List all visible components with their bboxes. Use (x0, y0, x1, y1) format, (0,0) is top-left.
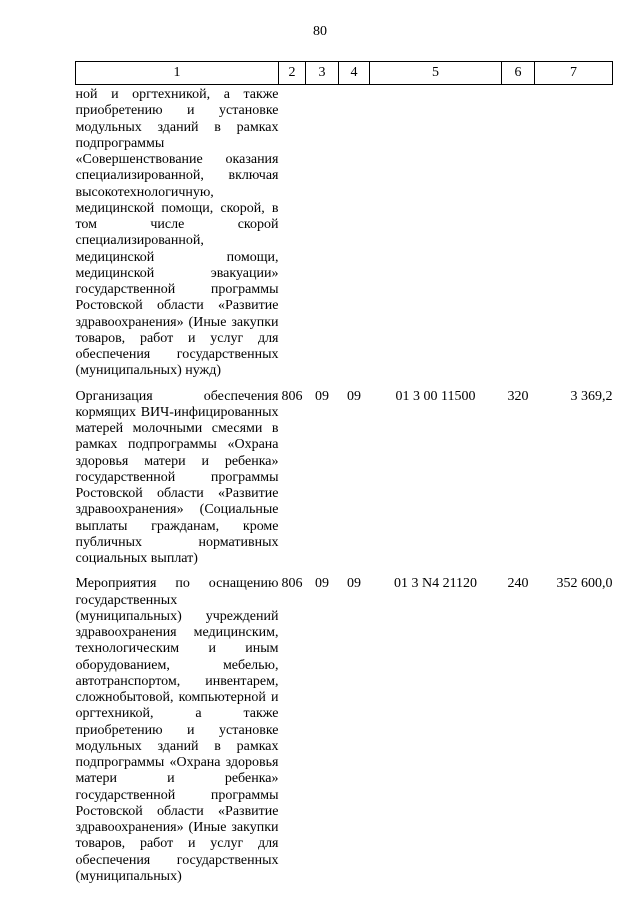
table-row (76, 85, 613, 386)
column-header-4: 4 (339, 62, 370, 85)
row-col3: 09 (315, 388, 329, 404)
column-header-5: 5 (370, 62, 502, 85)
column-header-3: 3 (306, 62, 339, 85)
row-col2 (279, 85, 306, 386)
row-col4: 09 (347, 576, 361, 592)
budget-table (75, 61, 613, 891)
row-amount (535, 85, 613, 386)
row-col2: 806 (281, 576, 303, 592)
column-header-2: 2 (279, 62, 306, 85)
row-col6 (502, 85, 535, 386)
column-header-6: 6 (502, 62, 535, 85)
row-amount: 3 369,2 (570, 388, 613, 404)
row-col3: 09 (315, 576, 329, 592)
header-row (76, 62, 613, 85)
page-number: 80 (313, 24, 327, 39)
row-col3 (306, 85, 339, 386)
row-col4 (339, 85, 370, 386)
row-description: Организация обеспечения кормящих ВИЧ-инфицированных матерей молочными смесями в рамках подпрограммы «Охрана здоровья матери и ребенка» государственной программы Ростовской области «Развитие здравоохранения» (Социальные выплаты гражданам, кроме публичных нормативных социальных выплат) (75, 388, 279, 566)
row-col6: 320 (507, 388, 529, 404)
row-description: Мероприятия по оснащению государственных (муниципальных) учреждений здравоохранения медицинским, технологическим и иным оборудованием, мебелью, автотранспортом, инвентарем, сложнобытовой, компьютерной и оргтехникой, а также приобретению и установке модульных зданий в рамках подпрограммы «Охрана здоровья матери и ребенка» государственной программы Ростовской области «Развитие здравоохранения» (Иные закупки товаров, работ и услуг для обеспечения государственных (муниципальных) (75, 576, 279, 884)
column-header-7: 7 (535, 62, 613, 85)
row-col2: 806 (281, 388, 303, 404)
row-col5: 01 3 00 11500 (395, 388, 476, 404)
row-col4: 09 (347, 388, 361, 404)
row-description: ной и оргтехникой, а также приобретению и установке модульных зданий в рамках подпрограммы «Совершенствование оказания специализированной, включая высокотехнологичную, медицинской помощи, скорой, в том числе скорой специализированной, медицинской помощи, медицинской эвакуации» государственной программы Ростовской области «Развитие здравоохранения» (Иные закупки товаров, работ и услуг для обеспечения государственных (муниципальных) нужд) (75, 87, 279, 379)
table-row (76, 573, 613, 891)
row-col6: 240 (507, 576, 529, 592)
row-col5: 01 3 N4 21120 (393, 576, 478, 592)
table-row (76, 386, 613, 574)
row-col5 (370, 85, 502, 386)
column-header-1: 1 (76, 62, 279, 85)
row-amount: 352 600,0 (556, 576, 613, 592)
